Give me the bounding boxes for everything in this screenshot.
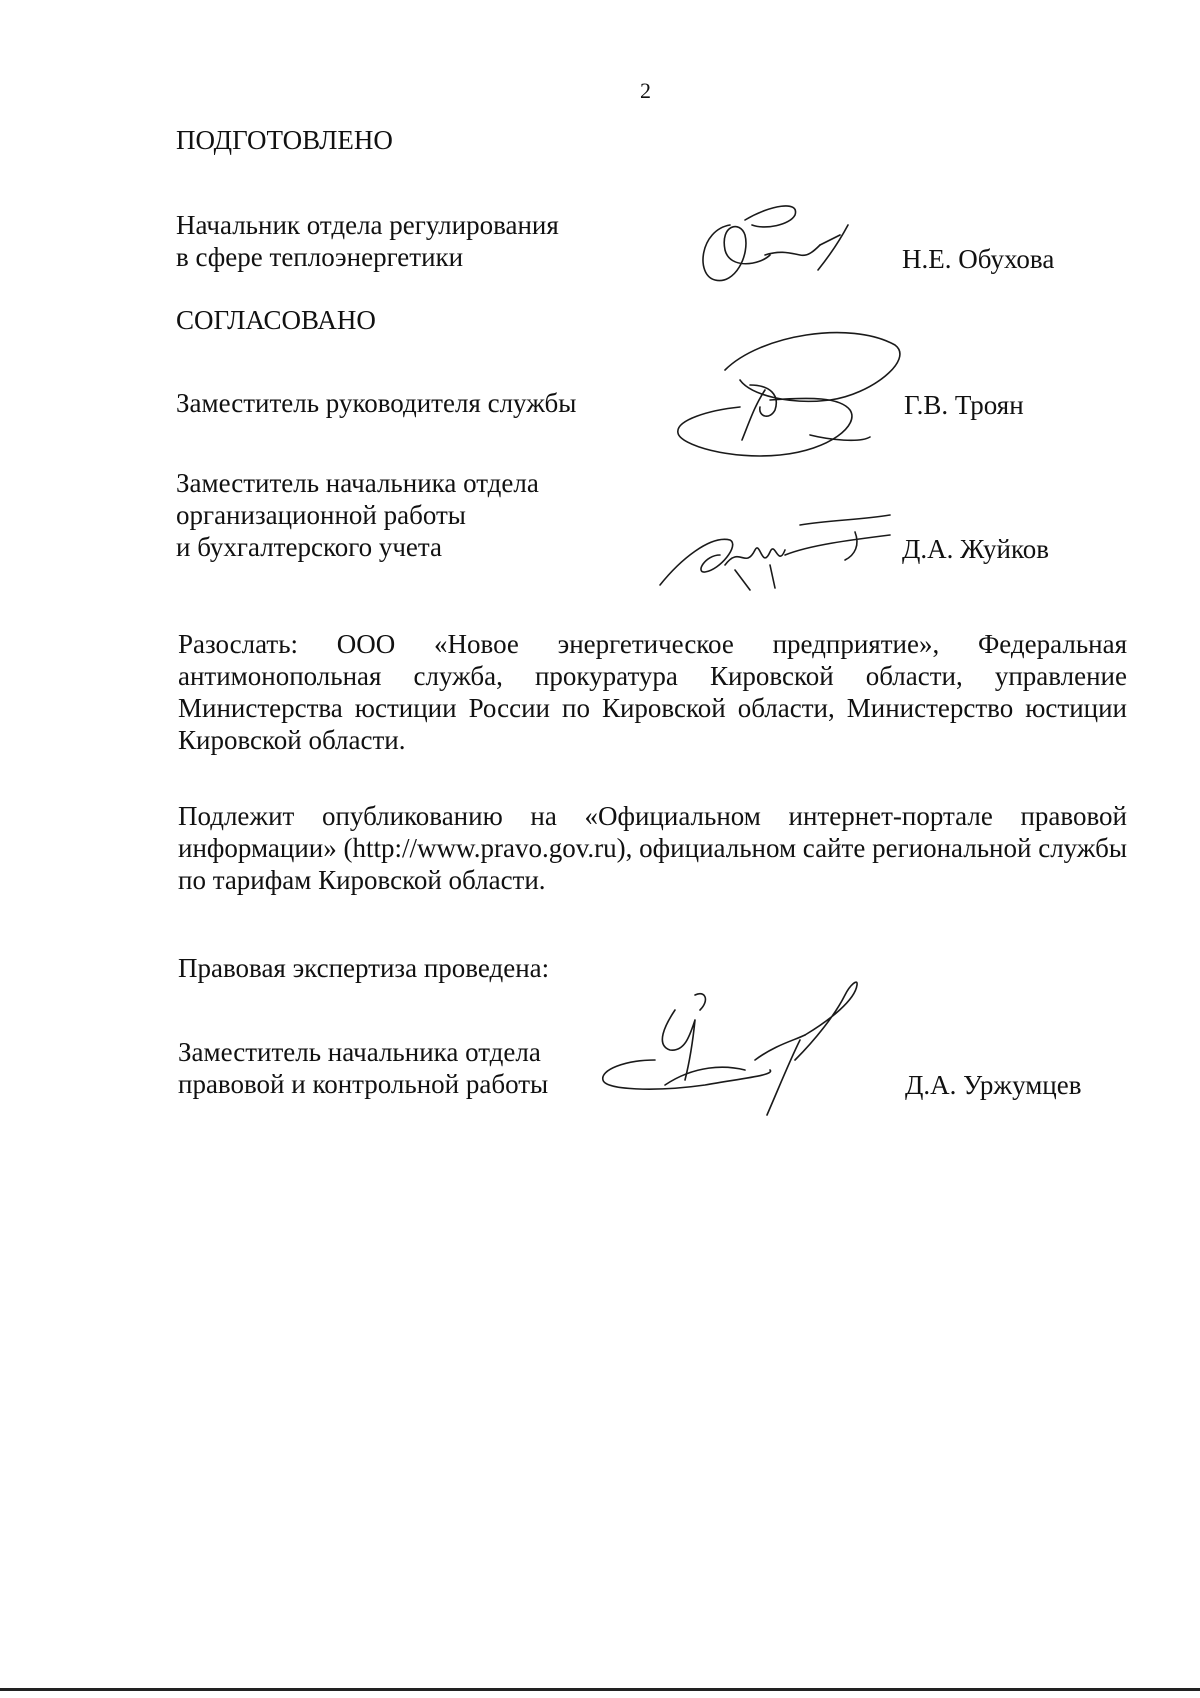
legal-review-heading: Правовая экспертиза проведена: xyxy=(178,953,550,983)
legal-review-position-line1: Заместитель начальника отдела xyxy=(178,1037,541,1067)
legal-review-position-line2: правовой и контрольной работы xyxy=(178,1069,549,1099)
legal-review-signer-name: Д.А. Уржумцев xyxy=(905,1070,1082,1100)
bottom-border xyxy=(0,1688,1200,1691)
publication-paragraph: Подлежит опубликованию на «Официальном интернет-портале правовой информации» (http://www.pravo.gov.ru), официальном сайте региональной службы по тарифам Кировской области. xyxy=(178,801,1127,895)
prepared-position-line1: Начальник отдела регулирования xyxy=(176,210,559,240)
signature-troyan xyxy=(670,325,910,500)
agreed-heading: СОГЛАСОВАНО xyxy=(176,305,376,335)
signature-zhuikov xyxy=(650,510,910,595)
agreed-signer2-position-line1: Заместитель начальника отдела xyxy=(176,468,539,498)
agreed-signer2-position-line3: и бухгалтерского учета xyxy=(176,532,443,562)
agreed-signer1-name: Г.В. Троян xyxy=(904,390,1024,420)
prepared-position-line2: в сфере теплоэнергетики xyxy=(176,242,464,272)
agreed-signer2-name: Д.А. Жуйков xyxy=(902,534,1049,564)
page-number: 2 xyxy=(640,78,651,103)
prepared-signer-name: Н.Е. Обухова xyxy=(902,244,1055,274)
distribution-paragraph: Разослать: ООО «Новое энергетическое предприятие», Федеральная антимонопольная служба, прокуратура Кировской области, управление Министерства юстиции России по Кировской области, Министерство юстиции Кировской области. xyxy=(178,629,1127,755)
prepared-heading: ПОДГОТОВЛЕНО xyxy=(176,125,393,155)
agreed-signer2-position-line2: организационной работы xyxy=(176,500,466,530)
signature-obukhova xyxy=(690,195,860,290)
signature-urzhumtsev xyxy=(595,980,875,1125)
agreed-signer1-position: Заместитель руководителя службы xyxy=(176,388,577,418)
